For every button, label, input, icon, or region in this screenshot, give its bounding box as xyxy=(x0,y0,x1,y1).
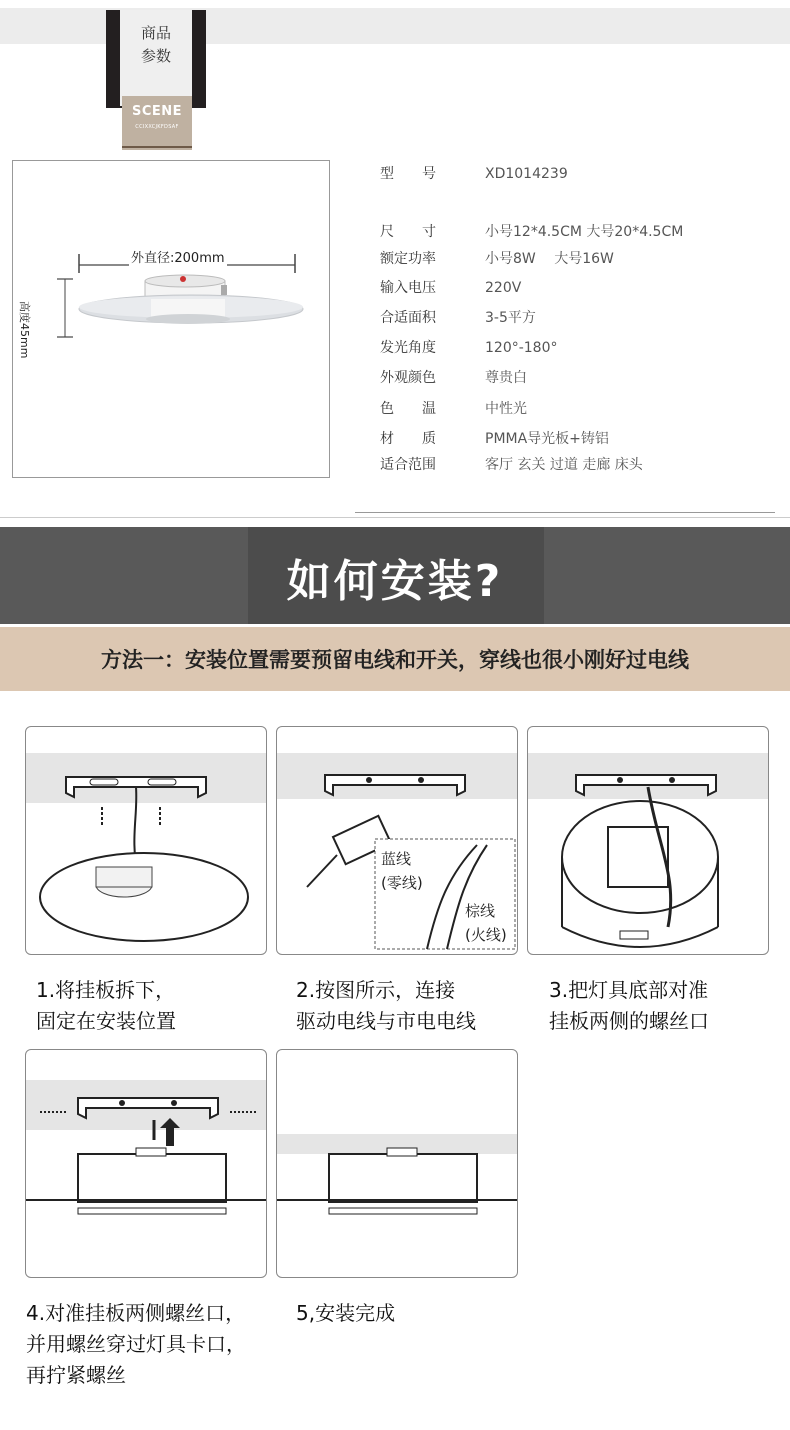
param-row-color: 外观颜色 尊贵白 xyxy=(380,370,527,386)
param-row-material: 材 质 PMMA导光板+铸铝 xyxy=(380,431,609,447)
param-row-model: 型 号 XD1014239 xyxy=(380,166,568,182)
param-row-power: 额定功率 小号8W 大号16W xyxy=(380,251,614,267)
step4-illustration xyxy=(25,1049,267,1278)
product-image-box xyxy=(12,160,330,478)
step2-illustration xyxy=(276,726,518,955)
badge-line2: 参数 xyxy=(140,47,171,65)
step3-caption: 3.把灯具底部对准 挂板两侧的螺丝口 xyxy=(549,978,709,1033)
param-row-size: 尺 寸 小号12*4.5CM 大号20*4.5CM xyxy=(380,224,684,240)
scene-subtitle: CCIXXCJKFDSAF xyxy=(135,124,179,130)
step5-caption: 5,安装完成 xyxy=(296,1301,396,1325)
step5-illustration xyxy=(276,1049,518,1278)
step1-illustration xyxy=(25,726,267,955)
param-row-temperature: 色 温 中性光 xyxy=(380,401,527,417)
step4-caption: 4.对准挂板两侧螺丝口， 并用螺丝穿过灯具卡口， 再拧紧螺丝 xyxy=(26,1301,246,1387)
height-label: 高度45mm xyxy=(18,301,31,359)
install-banner xyxy=(0,527,790,624)
blue-wire-label: 蓝线 (零线) xyxy=(381,850,423,892)
param-row-scope: 适合范围 客厅 玄关 过道 走廊 床头 xyxy=(380,457,643,473)
param-row-area: 合适面积 3-5平方 xyxy=(380,310,536,326)
divider xyxy=(355,512,775,513)
param-row-angle: 发光角度 120°-180° xyxy=(380,340,558,356)
method-text: 方法一：安装位置需要预留电线和开关，穿线也很小刚好过电线 xyxy=(101,648,689,672)
params-badge xyxy=(106,10,206,108)
param-row-voltage: 输入电压 220V xyxy=(380,280,522,296)
product-lamp-illustration xyxy=(13,161,329,477)
step3-illustration xyxy=(527,726,769,955)
method-band xyxy=(0,627,790,691)
diameter-label: 外直径:200mm xyxy=(129,247,227,266)
scene-block xyxy=(122,96,192,150)
scene-underline xyxy=(122,146,192,148)
brown-wire-label: 棕线 (火线) xyxy=(465,902,507,944)
badge-line1: 商品 xyxy=(140,24,171,42)
scene-title: SCENE xyxy=(131,104,183,119)
divider xyxy=(0,517,790,518)
step2-caption: 2.按图所示，连接 驱动电线与市电电线 xyxy=(296,978,476,1033)
install-title: 如何安装? xyxy=(286,556,504,607)
step1-caption: 1.将挂板拆下， 固定在安装位置 xyxy=(36,978,176,1033)
